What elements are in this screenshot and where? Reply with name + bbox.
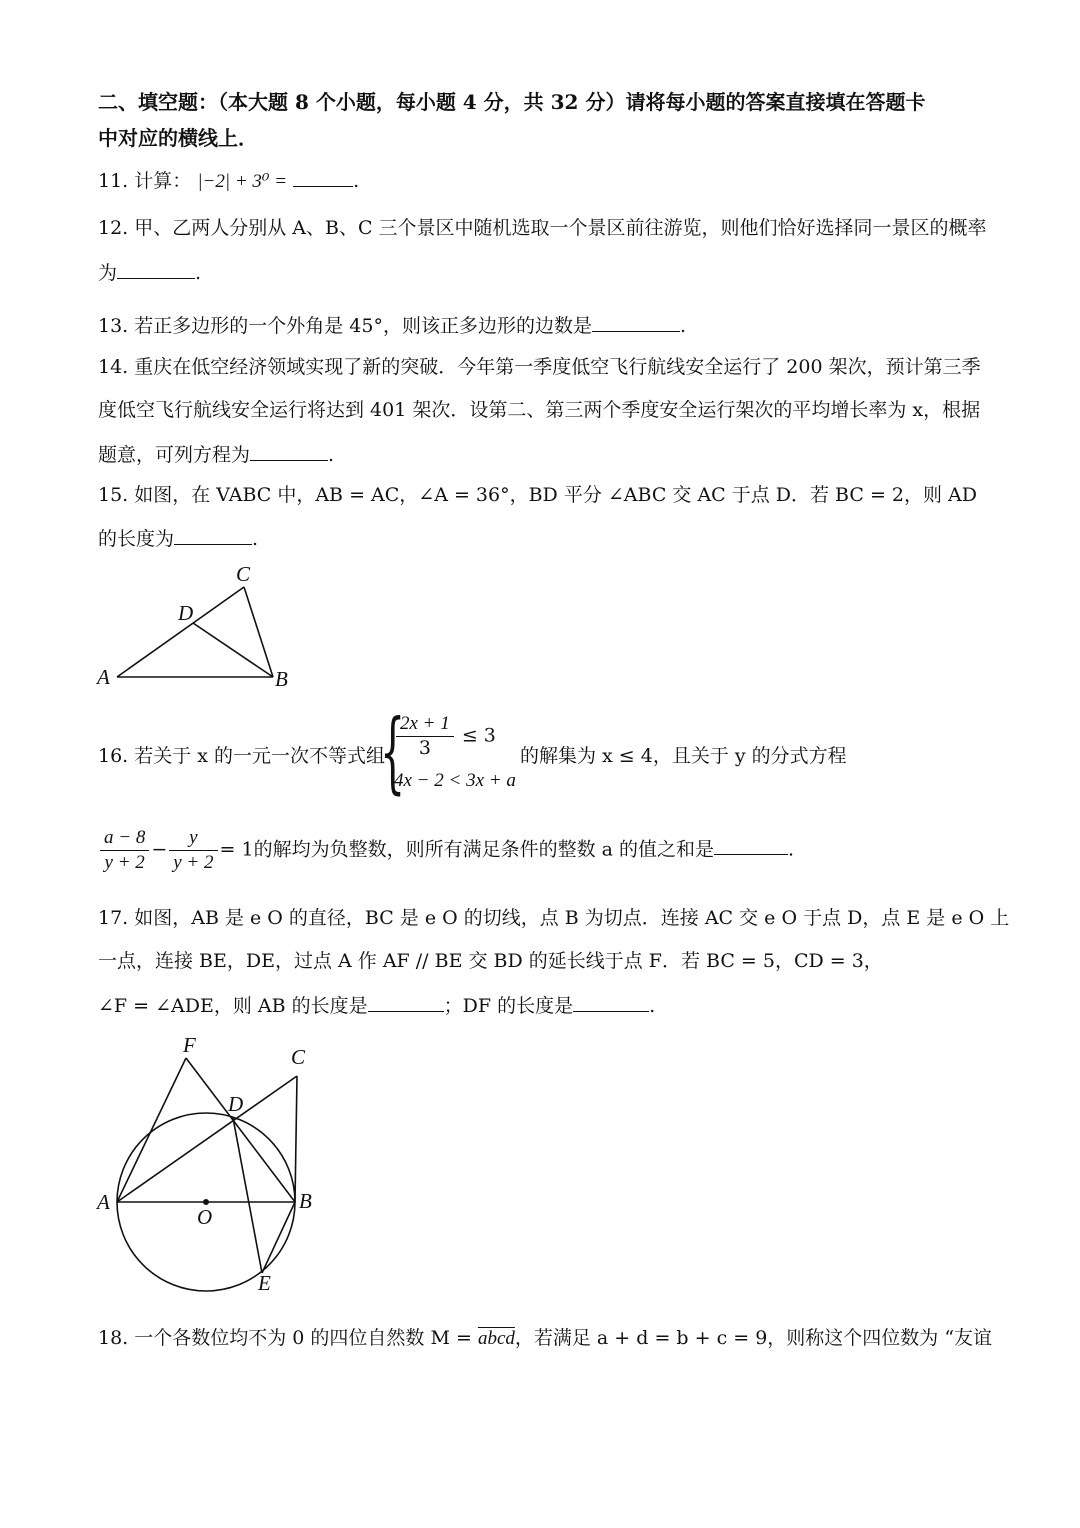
- q17-label-D: D: [228, 1092, 244, 1116]
- q17-line3-text2: ；DF 的长度是: [443, 995, 574, 1017]
- q13-text: 13. 若正多边形的一个外角是 45°，则该正多边形的边数是: [98, 315, 592, 337]
- question-17-line1: 17. 如图，AB 是 e O 的直径，BC 是 e O 的切线，点 B 为切点．连接 AC 交 e O 于点 D，点 E 是 e O 上: [98, 907, 1010, 929]
- section-title-line1: 二、填空题：（本大题 8 个小题，每小题 4 分，共 32 分）请将每小题的答案直接填在答题卡: [98, 90, 926, 114]
- q16-ineq1-relation: ≤ 3: [461, 724, 496, 747]
- q11-expression: |−2| + 3⁰ =: [197, 171, 288, 192]
- q15-label-C: C: [236, 562, 251, 586]
- q16-eq-den1: y + 2: [104, 851, 145, 873]
- q16-ineq1-denominator: 3: [418, 736, 431, 759]
- q12-line2-text: 为: [98, 262, 118, 284]
- question-16-suffix: 的解集为 x ≤ 4，且关于 y 的分式方程: [520, 745, 847, 767]
- q12-end: .: [195, 262, 202, 284]
- q18-number: abcd: [477, 1328, 515, 1349]
- q15-label-B: B: [275, 667, 288, 691]
- q16-eq-num2: y: [169, 826, 217, 851]
- q17-label-F: F: [183, 1033, 196, 1057]
- q16-eq-num1: a − 8: [100, 826, 149, 851]
- q17-end: .: [649, 995, 656, 1017]
- question-17-line2: 一点，连接 BE，DE，过点 A 作 AF // BE 交 BD 的延长线于点 F．若 BC = 5，CD = 3，: [98, 950, 883, 972]
- question-16-prefix: 16. 若关于 x 的一元一次不等式组: [98, 745, 386, 767]
- question-14-line1: 14. 重庆在低空经济领域实现了新的突破．今年第一季度低空飞行航线安全运行了 200 架次，预计第三季: [98, 356, 981, 378]
- q16-eq-rhs: = 1: [219, 838, 254, 861]
- question-12-line1: 12. 甲、乙两人分别从 A、B、C 三个景区中随机选取一个景区前往游览，则他们恰好选择同一景区的概率: [98, 217, 987, 239]
- q11-prefix: 11. 计算：: [98, 170, 192, 192]
- q16-tail: 的解均为负整数，则所有满足条件的整数 a 的值之和是: [253, 838, 714, 861]
- q15-label-A: A: [97, 665, 110, 689]
- q14-end: .: [328, 444, 335, 466]
- q15-end: .: [252, 528, 259, 550]
- q17-label-O: O: [197, 1205, 213, 1229]
- q17-segment-BE: [262, 1202, 295, 1273]
- q17-label-E: E: [258, 1271, 271, 1295]
- question-18: [98, 1327, 992, 1351]
- q16-ineq1-numerator: 2x + 1: [396, 712, 454, 737]
- q17-segment-DE: [233, 1118, 262, 1273]
- q17-label-C: C: [291, 1045, 306, 1069]
- q16-eq-minus: −: [151, 838, 168, 861]
- q17-tangent-BC: [295, 1076, 297, 1202]
- q18-suffix: ，若满足 a + d = b + c = 9，则称这个四位数为 “友谊: [514, 1327, 993, 1349]
- q17-segment-AF: [117, 1058, 186, 1202]
- q18-prefix: 18. 一个各数位均不为 0 的四位自然数 M =: [98, 1327, 472, 1349]
- q16-eq-den2: y + 2: [173, 851, 214, 873]
- q17-label-A: A: [97, 1190, 110, 1214]
- q16-inequality-2: 4x − 2 < 3x + a: [394, 770, 516, 791]
- q15-label-D: D: [178, 601, 194, 625]
- q17-line3-text1: ∠F = ∠ADE，则 AB 的长度是: [98, 995, 368, 1017]
- q13-end: .: [679, 315, 687, 337]
- q16-brace: {: [380, 700, 406, 803]
- q14-line3-text: 题意，可列方程为: [98, 444, 251, 466]
- question-15-line1: 15. 如图，在 VABC 中，AB = AC，∠A = 36°，BD 平分 ∠ABC 交 AC 于点 D．若 BC = 2，则 AD: [98, 484, 977, 506]
- q16-end: .: [788, 838, 795, 861]
- q15-line2-text: 的长度为: [98, 528, 175, 550]
- q11-end: .: [353, 170, 360, 192]
- q17-segment-FB: [186, 1058, 295, 1202]
- question-14-line2: 度低空飞行航线安全运行将达到 401 架次．设第二、第三两个季度安全运行架次的平均增长率为 x，根据: [98, 399, 981, 421]
- section-title-line2: 中对应的横线上．: [98, 126, 258, 150]
- q17-label-B: B: [299, 1189, 312, 1213]
